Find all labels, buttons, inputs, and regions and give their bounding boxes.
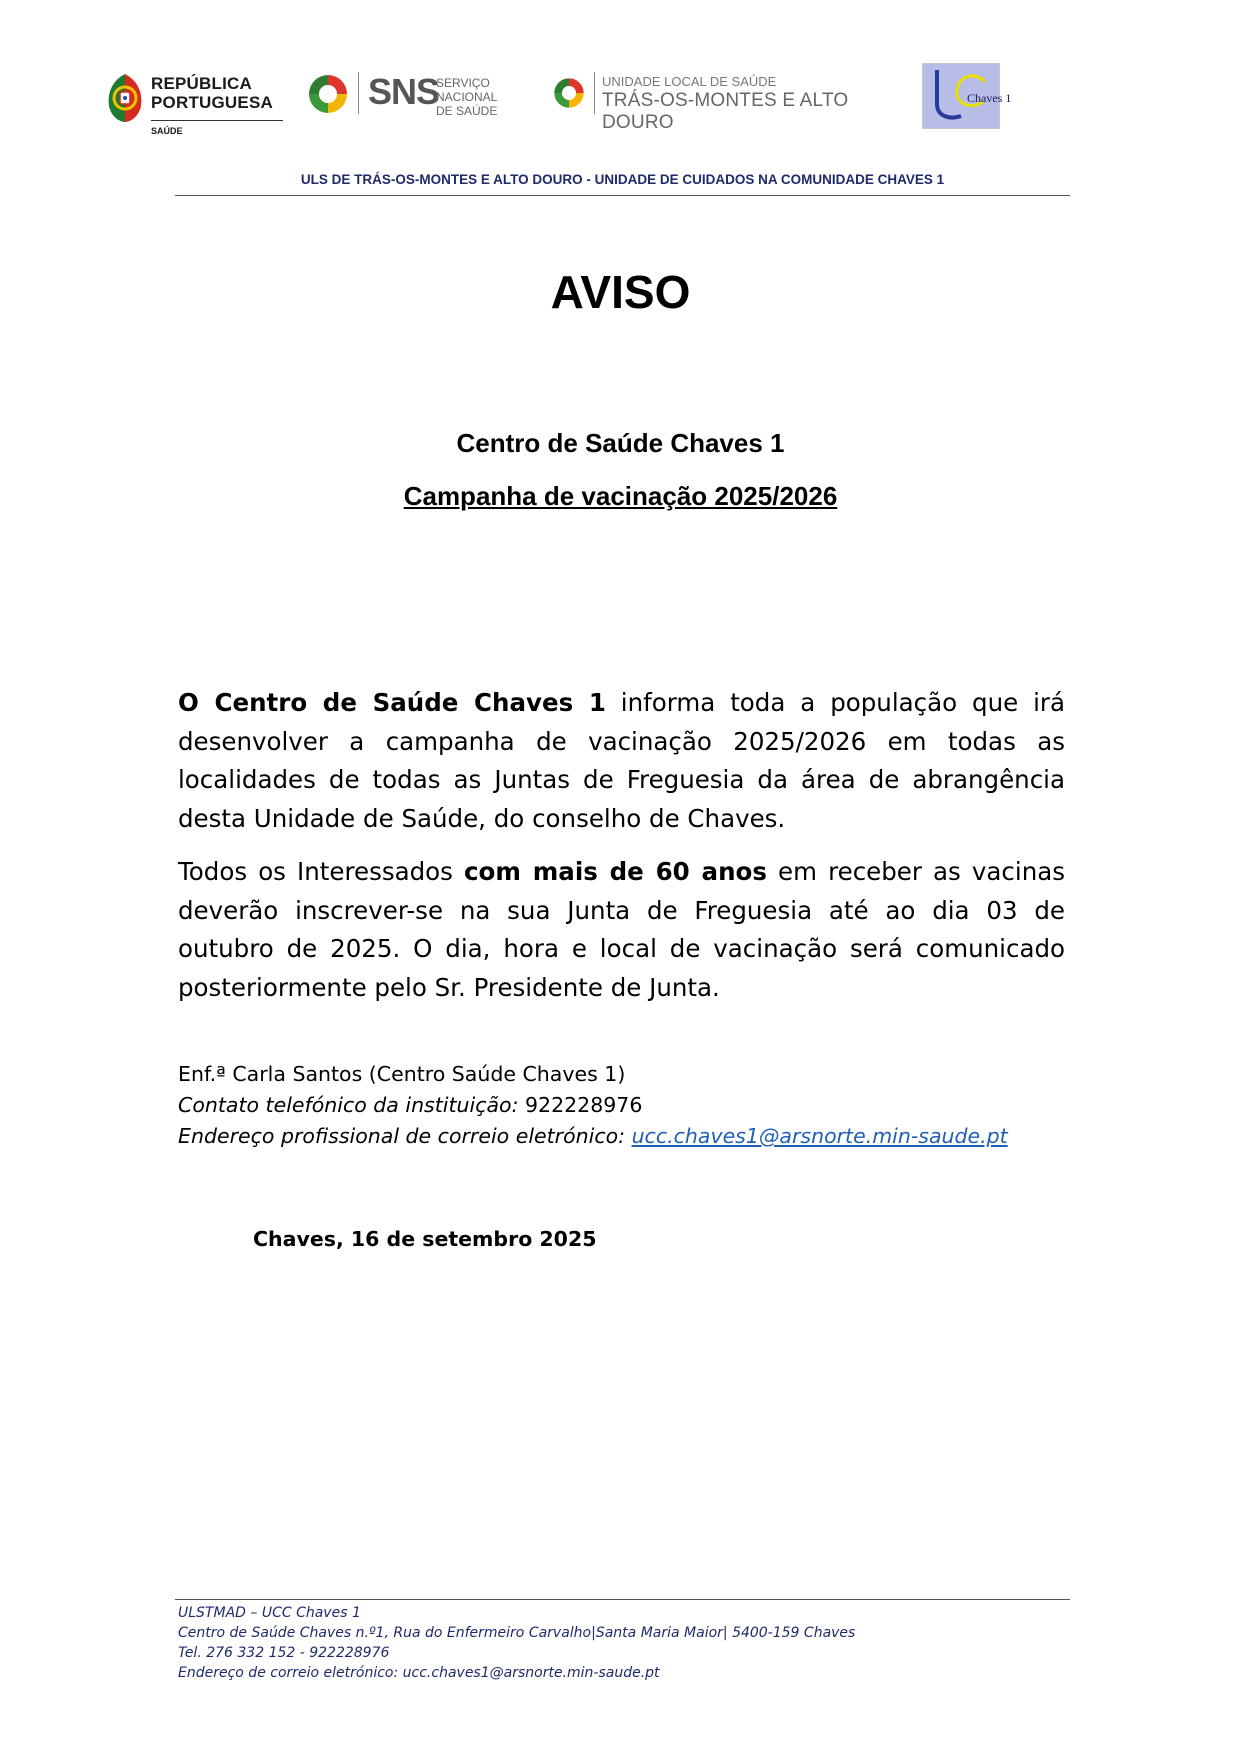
sns-logo — [306, 70, 546, 120]
contact-email — [178, 1121, 1065, 1152]
uls-name-line2: TRÁS-OS-MONTES E ALTO DOURO — [602, 90, 849, 133]
contact-name: Enf.ª Carla Santos (Centro Saúde Chaves 1) — [178, 1062, 626, 1086]
header-divider — [175, 195, 1070, 196]
uls-logo — [552, 70, 882, 133]
sns-name — [436, 76, 546, 118]
sns-name-line2: DE SAÚDE — [436, 104, 498, 118]
contact-phone — [178, 1090, 1065, 1121]
rp-sub: SAÚDE — [151, 126, 183, 136]
paragraph-2-bold: com mais de 60 anos — [464, 857, 767, 886]
paragraph-1-bold: O Centro de Saúde Chaves 1 — [178, 688, 606, 717]
campaign-heading — [0, 481, 1241, 512]
footer-line-4: Endereço de correio eletrónico: ucc.chaves1@arsnorte.min-saude.pt — [178, 1665, 660, 1681]
page-title: AVISO — [550, 266, 691, 318]
rp-line2: PORTUGUESA — [151, 93, 273, 112]
header-title: ULS DE TRÁS-OS-MONTES E ALTO DOURO - UNIDADE DE CUIDADOS NA COMUNIDADE CHAVES 1 — [300, 172, 945, 187]
republica-portuguesa-logo — [105, 70, 285, 140]
sns-ring-icon — [306, 72, 350, 116]
health-center-heading: Centro de Saúde Chaves 1 — [456, 428, 785, 458]
campaign-heading-text: Campanha de vacinação 2025/2026 — [403, 481, 838, 511]
email-label: Endereço profissional de correio eletrónico: — [178, 1124, 632, 1148]
email-link[interactable]: ucc.chaves1@arsnorte.min-saude.pt — [631, 1124, 1008, 1148]
phone-label: Contato telefónico da instituição: — [178, 1093, 519, 1117]
uls-name-line1: UNIDADE LOCAL DE SAÚDE — [602, 74, 777, 89]
footer-line-2: Centro de Saúde Chaves n.º1, Rua do Enfermeiro Carvalho|Santa Maria Maior| 5400-159 Chaves — [178, 1625, 856, 1641]
phone-value: 922228976 — [518, 1093, 643, 1117]
footer-line-3: Tel. 276 332 152 - 922228976 — [178, 1645, 390, 1661]
paragraph-1 — [178, 684, 1065, 838]
footer-divider — [175, 1599, 1070, 1600]
ucc-logo-text: Chaves 1 — [967, 91, 1012, 105]
uls-ring-icon — [552, 76, 586, 110]
paragraph-2-text: em receber as vacinas deverão inscrever-se na sua Junta de Freguesia até ao dia 03 de outubro de 2025. O dia, hora e local de vacinação será comunicado posteriormente pelo Sr. Presidente de Junta. — [178, 857, 1065, 1002]
paragraph-1-text: informa toda a população que irá desenvolver a campanha de vacinação 2025/2026 em todas as localidades de todas as Juntas de Freguesia da área de abrangência desta Unidade de Saúde, do conselho de Chaves. — [178, 688, 1065, 833]
rp-divider — [151, 120, 283, 121]
ucc-emblem-icon — [923, 64, 1012, 128]
footer-line-1: ULSTMAD – UCC Chaves 1 — [178, 1605, 361, 1621]
rp-line1: REPÚBLICA — [151, 74, 252, 93]
portugal-emblem-icon — [105, 72, 145, 124]
uls-separator — [594, 72, 595, 114]
ucc-chaves-logo — [922, 63, 1012, 129]
paragraph-2-start: Todos os Interessados — [178, 857, 465, 886]
sns-separator — [358, 72, 359, 114]
sns-abbr: SNS — [368, 71, 440, 112]
document-date: Chaves, 16 de setembro 2025 — [253, 1227, 597, 1251]
rp-wordmark — [151, 74, 273, 112]
sns-name-line1: SERVIÇO NACIONAL — [436, 76, 498, 104]
paragraph-2 — [178, 853, 1065, 1007]
